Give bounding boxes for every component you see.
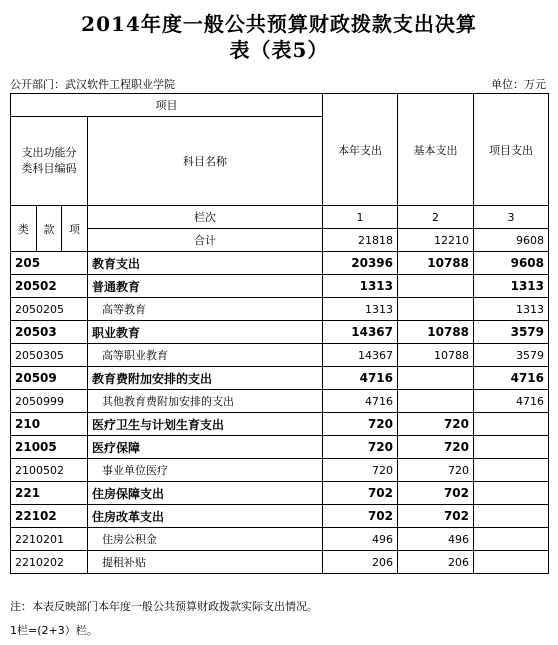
row-code: 221 <box>11 482 88 505</box>
row-col2: 10788 <box>398 321 474 344</box>
header-func-code <box>11 117 88 206</box>
total-col3: 9608 <box>474 229 549 252</box>
row-col1: 702 <box>323 482 398 505</box>
row-code: 20503 <box>11 321 88 344</box>
row-col1: 4716 <box>323 390 398 413</box>
row-col3 <box>474 436 549 459</box>
row-name: 医疗保障 <box>88 436 323 459</box>
table-row <box>11 367 549 390</box>
table-row <box>11 413 549 436</box>
footnote-1: 注：本表反映部门本年度一般公共预算财政拨款实际支出情况。 <box>10 600 318 613</box>
header-num3: 3 <box>474 206 549 229</box>
row-col2: 10788 <box>398 344 474 367</box>
row-col3 <box>474 459 549 482</box>
budget-table <box>10 93 549 574</box>
row-col1: 20396 <box>323 252 398 275</box>
table-header <box>11 94 549 252</box>
header-xiang: 项 <box>62 206 88 252</box>
row-code: 22102 <box>11 505 88 528</box>
header-col1: 本年支出 <box>323 94 398 206</box>
total-label: 合计 <box>88 229 323 252</box>
row-col2: 720 <box>398 459 474 482</box>
report-title-line1: 2014年度一般公共预算财政拨款支出决算 <box>81 12 477 36</box>
row-name: 教育支出 <box>88 252 323 275</box>
header-subject-name: 科目名称 <box>88 117 323 206</box>
row-col1: 14367 <box>323 321 398 344</box>
table-row <box>11 298 549 321</box>
row-code: 2050305 <box>11 344 88 367</box>
footnote-2: 1栏=(2+3）栏。 <box>10 624 98 637</box>
row-col3: 1313 <box>474 298 549 321</box>
row-col3 <box>474 413 549 436</box>
table-row <box>11 436 549 459</box>
row-col3: 3579 <box>474 344 549 367</box>
report-title-line2: 表（表5） <box>229 38 329 62</box>
table-row <box>11 551 549 574</box>
header-kuan: 款 <box>37 206 62 252</box>
row-col1: 206 <box>323 551 398 574</box>
row-col1: 1313 <box>323 298 398 321</box>
table-body <box>11 252 549 574</box>
department-label: 公开部门：武汉软件工程职业学院 <box>10 78 175 91</box>
table-row <box>11 528 549 551</box>
row-col1: 496 <box>323 528 398 551</box>
row-col2: 702 <box>398 482 474 505</box>
row-code: 2050999 <box>11 390 88 413</box>
row-name: 医疗卫生与计划生育支出 <box>88 413 323 436</box>
table-row <box>11 252 549 275</box>
row-col3: 3579 <box>474 321 549 344</box>
row-col2: 10788 <box>398 252 474 275</box>
row-col3 <box>474 482 549 505</box>
row-col1: 720 <box>323 436 398 459</box>
row-col2: 720 <box>398 413 474 436</box>
row-col2 <box>398 275 474 298</box>
row-col1: 1313 <box>323 275 398 298</box>
row-col1: 4716 <box>323 367 398 390</box>
row-col1: 720 <box>323 459 398 482</box>
row-col3: 4716 <box>474 367 549 390</box>
row-code: 205 <box>11 252 88 275</box>
row-col3 <box>474 551 549 574</box>
table-row <box>11 344 549 367</box>
row-code: 2210202 <box>11 551 88 574</box>
row-col3: 4716 <box>474 390 549 413</box>
row-col3: 9608 <box>474 252 549 275</box>
row-code: 2100502 <box>11 459 88 482</box>
total-row <box>11 229 549 252</box>
row-name: 教育费附加安排的支出 <box>88 367 323 390</box>
header-func-code-line2: 类科目编码 <box>21 162 77 175</box>
row-name: 住房改革支出 <box>88 505 323 528</box>
row-col2: 206 <box>398 551 474 574</box>
table-row <box>11 321 549 344</box>
row-col2: 702 <box>398 505 474 528</box>
row-name: 提租补贴 <box>88 551 323 574</box>
table-row <box>11 505 549 528</box>
table-row <box>11 275 549 298</box>
row-col1: 702 <box>323 505 398 528</box>
row-col3 <box>474 528 549 551</box>
table-row <box>11 390 549 413</box>
unit-label: 单位：万元 <box>491 78 546 91</box>
header-lanci: 栏次 <box>88 206 323 229</box>
row-col2 <box>398 298 474 321</box>
total-col1: 21818 <box>323 229 398 252</box>
header-lei: 类 <box>11 206 37 252</box>
row-col2: 496 <box>398 528 474 551</box>
header-col3: 项目支出 <box>474 94 549 206</box>
row-code: 21005 <box>11 436 88 459</box>
row-name: 事业单位医疗 <box>88 459 323 482</box>
row-col1: 14367 <box>323 344 398 367</box>
row-code: 20509 <box>11 367 88 390</box>
row-col3 <box>474 505 549 528</box>
row-name: 其他教育费附加安排的支出 <box>88 390 323 413</box>
row-name: 普通教育 <box>88 275 323 298</box>
row-name: 高等职业教育 <box>88 344 323 367</box>
row-col2 <box>398 367 474 390</box>
row-code: 20502 <box>11 275 88 298</box>
row-code: 2210201 <box>11 528 88 551</box>
header-col2: 基本支出 <box>398 94 474 206</box>
row-name: 高等教育 <box>88 298 323 321</box>
header-item: 项目 <box>11 94 323 117</box>
table-row <box>11 482 549 505</box>
row-col2 <box>398 390 474 413</box>
table-row <box>11 459 549 482</box>
row-name: 职业教育 <box>88 321 323 344</box>
header-func-code-line1: 支出功能分 <box>21 146 77 159</box>
row-col1: 720 <box>323 413 398 436</box>
header-num2: 2 <box>398 206 474 229</box>
header-num1: 1 <box>323 206 398 229</box>
row-code: 2050205 <box>11 298 88 321</box>
row-col3: 1313 <box>474 275 549 298</box>
row-name: 住房保障支出 <box>88 482 323 505</box>
row-name: 住房公积金 <box>88 528 323 551</box>
row-code: 210 <box>11 413 88 436</box>
row-col2: 720 <box>398 436 474 459</box>
total-col2: 12210 <box>398 229 474 252</box>
